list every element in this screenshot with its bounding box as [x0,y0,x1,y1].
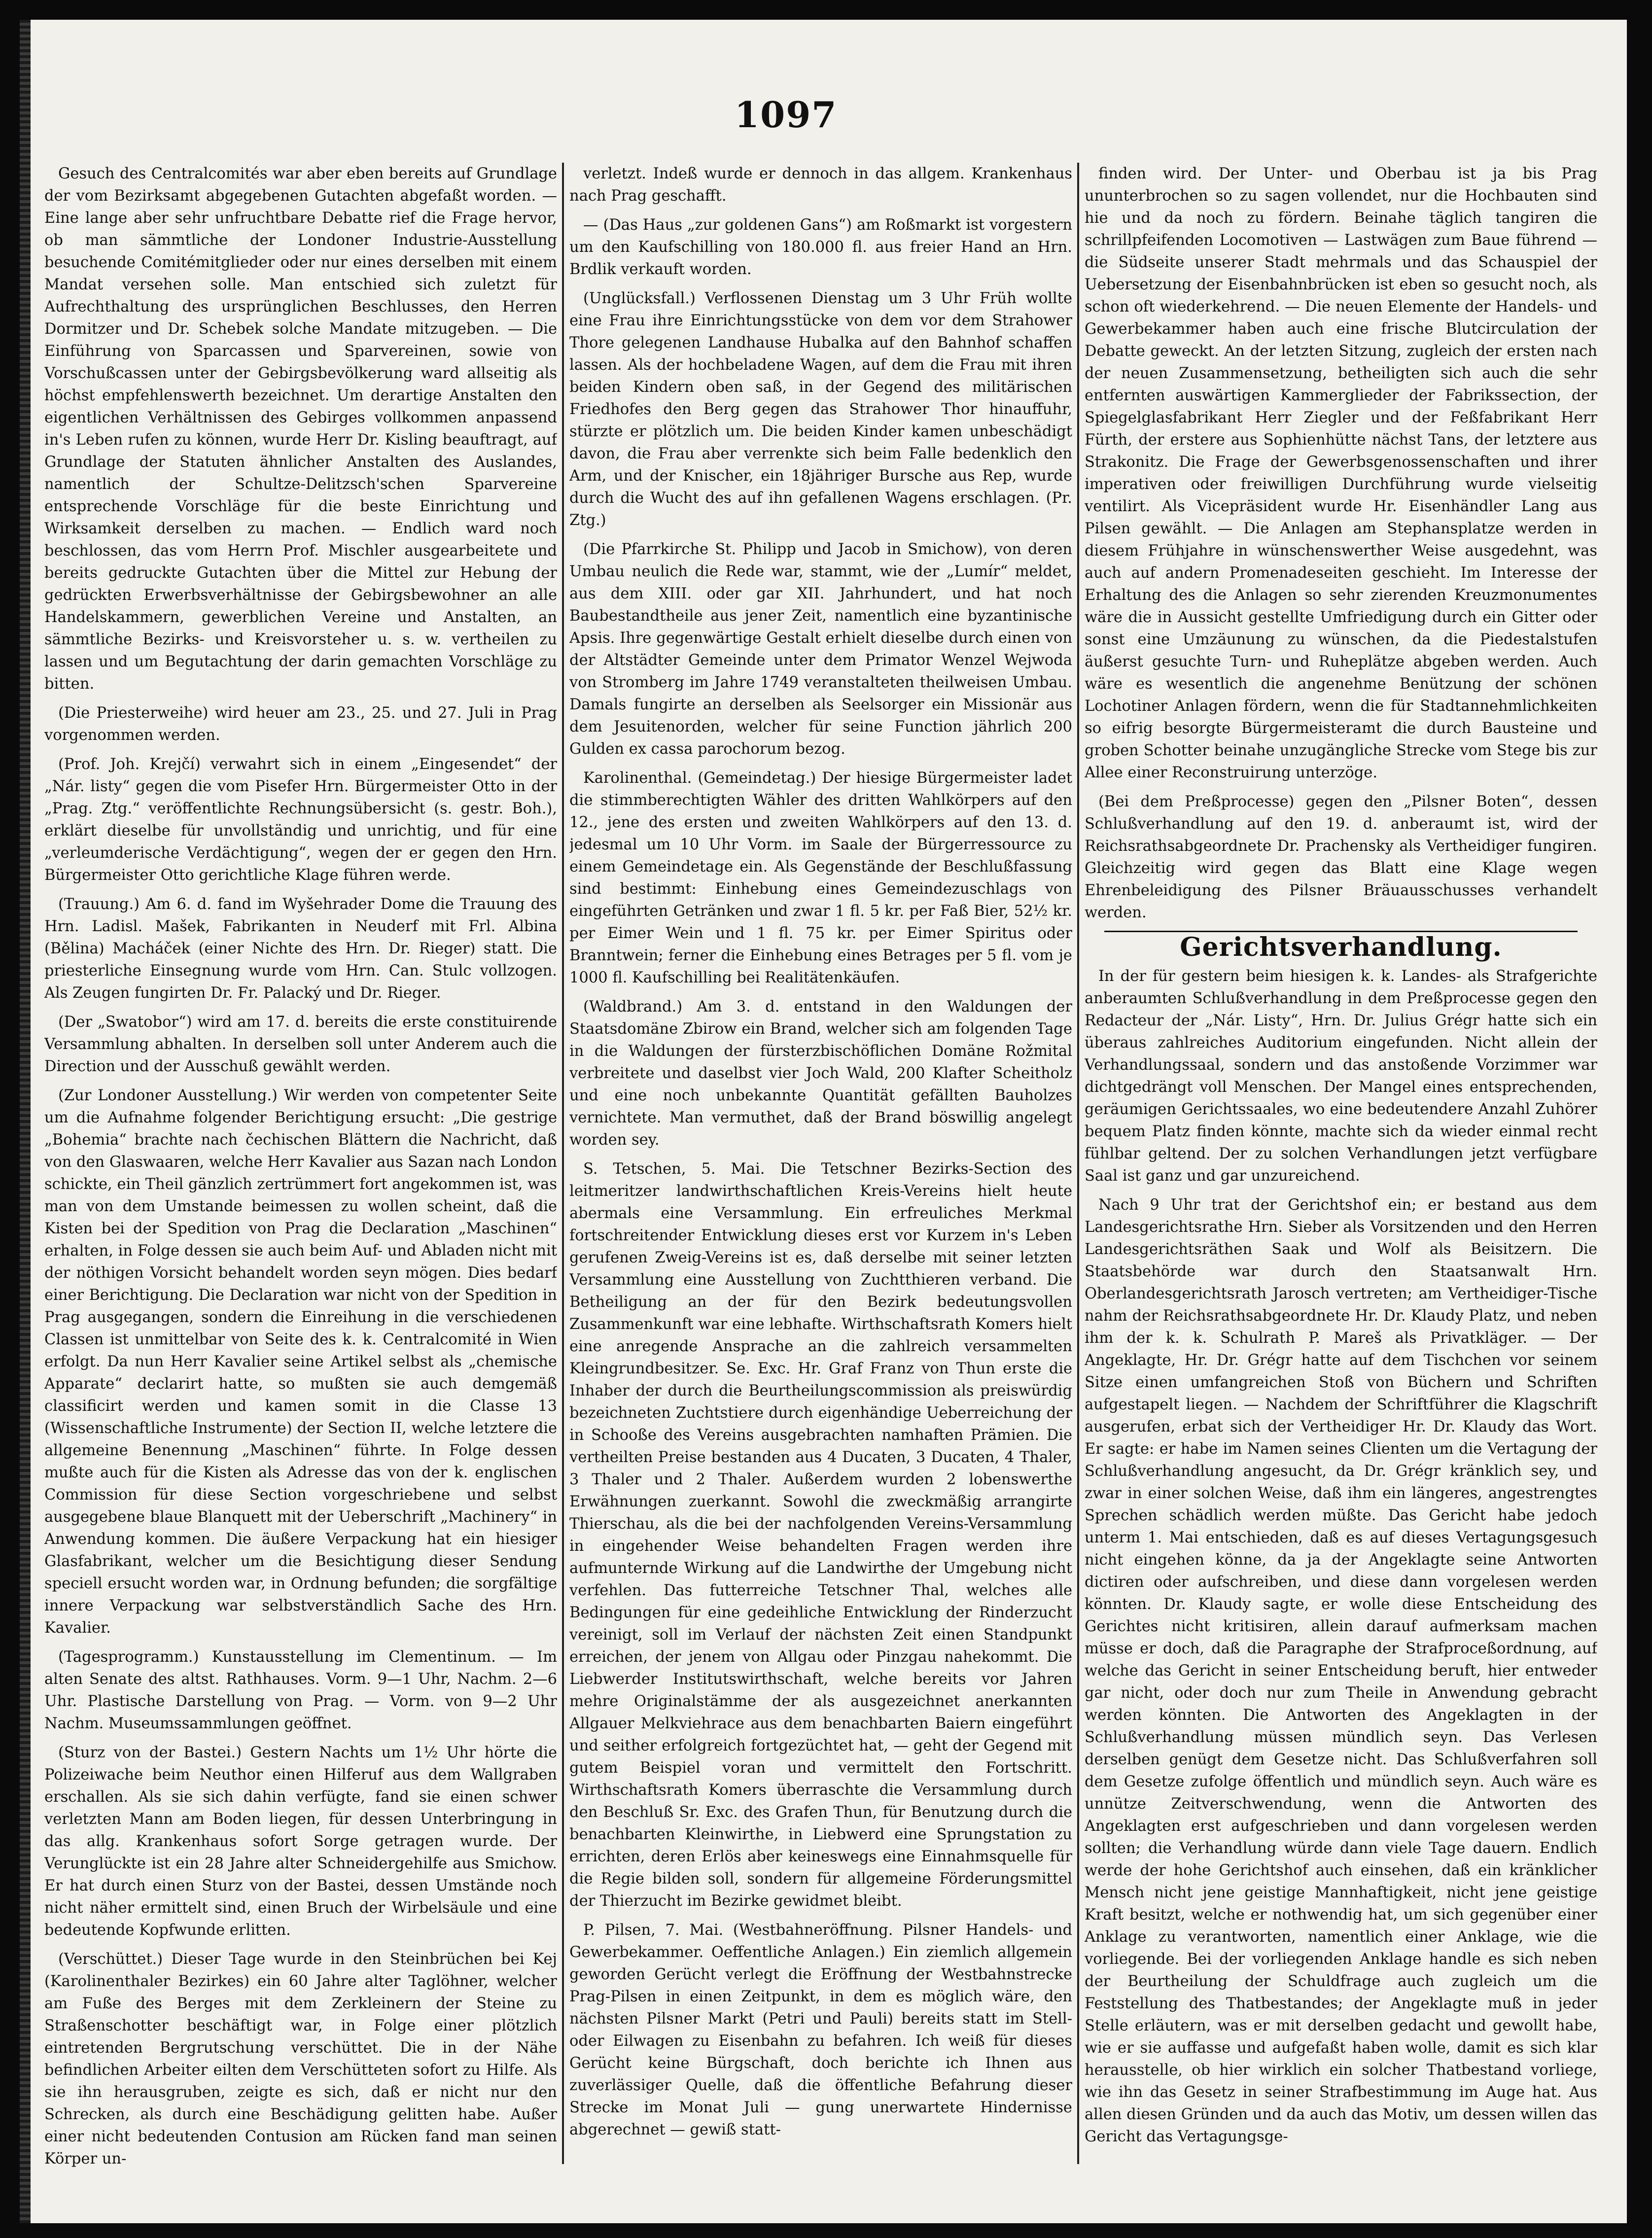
article-paragraph: (Trauung.) Am 6. d. fand im Wyšehrader Dome die Trauung des Hrn. Ladisl. Mašek, Fabrikanten in Neuderf mit Frl. Albina (Bělina) Macháček (einer Nichte des Hrn. Dr. Rieger) statt. Die priesterliche Einsegnung wurde vom Hrn. Can. Stulc vollzogen. Als Zeugen fungirten Dr. Fr. Palacký und Dr. Rieger. [44,896,557,1002]
article-paragraph: Karolinenthal. (Gemeindetag.) Der hiesige Bürgermeister ladet die stimmberechtigten Wähler des dritten Wahlkörpers auf den 12., jene des ersten und zweiten Wahlkörpers auf den 13. d. jedesmal um 10 Uhr Vorm. im Saale der Bürgerressource zu einem Gemeindetage ein. Als Gegenstände der Beschlußfassung sind bestimmt: Einhebung eines Gemeindezuschlags von eingeführten Getränken und zwar 1 fl. 5 kr. per Faß Bier, 52½ kr. per Eimer Wein und 1 fl. 75 kr. per Eimer Spiritus oder Branntwein; ferner die Einhebung eines Betrages per 5 fl. vom je 1000 fl. Kaufschilling bei Realitätenkäufen. [569,769,1072,986]
article-paragraph: P. Pilsen, 7. Mai. (Westbahneröffnung. Pilsner Handels- und Gewerbekammer. Oeffentliche Anlagen.) Ein ziemlich allgemein geworden Gerücht verlegt die Eröffnung der Westbahnstrecke Prag-Pilsen in einen Zeitpunkt, in dem es möglich wäre, den nächsten Pilsner Markt (Petri und Pauli) bereits statt im Stell- oder Eilwagen zu Eisenbahn zu befahren. Ich weiß für dieses Gerücht keine Bürgschaft, doch berichte ich Ihnen aus zuverlässiger Quelle, daß die öffentliche Befahrung dieser Strecke im Monat Juli — gung unerwartete Hindernisse abgerechnet — gewiß statt- [569,1922,1072,2138]
article-paragraph: (Bei dem Preßprocesse) gegen den „Pilsner Boten“, dessen Schlußverhandlung auf den 19. d. anberaumt ist, wird der Reichsrathsabgeordnete Dr. Prachensky als Vertheidiger fungiren. Gleichzeitig wird gegen das Blatt eine Klage wegen Ehrenbeleidigung des Pilsner Bräuausschusses verhandelt werden. [1085,793,1597,921]
column-1 [44,163,557,2208]
article-paragraph: — (Das Haus „zur goldenen Gans“) am Roßmarkt ist vorgestern um den Kaufschilling von 180.000 fl. aus freier Hand an Hrn. Brdlik verkauft worden. [569,216,1072,278]
column-divider [1077,163,1079,2164]
binding-edge [20,20,31,2223]
article-paragraph: (Unglücksfall.) Verflossenen Dienstag um 3 Uhr Früh wollte eine Frau ihre Einrichtungsstücke von dem vor dem Strahower Thore gelegenen Landhause Hubalka auf den Bahnhof schaffen lassen. Als der hochbeladene Wagen, auf dem die Frau mit ihren beiden Kindern oben saß, in der Gegend des militärischen Friedhofes den Berg gegen das Strahower Thor hinauffuhr, stürzte er plötzlich um. Die beiden Kinder kamen unbeschädigt davon, die Frau aber verrenkte sich beim Falle bedenklich den Arm, und der Knischer, ein 18jähriger Bursche aus Rep, wurde durch die Wucht des auf ihn gefallenen Wagens erschlagen. (Pr. Ztg.) [569,290,1072,529]
article-paragraph: (Die Priesterweihe) wird heuer am 23., 25. und 27. Juli in Prag vorgenommen werden. [44,704,557,744]
article-paragraph: Gesuch des Centralcomités war aber eben bereits auf Grundlage der vom Bezirksamt abgegebenen Gutachten abgefaßt worden. — Eine lange aber sehr unfruchtbare Debatte rief die Frage hervor, ob man sämmtliche der Londoner Industrie-Ausstellung besuchende Comitémitglieder oder nur eines derselben mit einem Mandat versehen solle. Man entschied sich zuletzt für Aufrechthaltung des ursprünglichen Beschlusses, den Herren Dormitzer und Dr. Schebek solche Mandate mitzugeben. — Die Einführung von Sparcassen und Sparvereinen, sowie von Vorschußcassen unter der Gebirgsbevölkerung ward allseitig als höchst empfehlenswerth bezeichnet. Um derartige Anstalten den eigentlichen Verhältnissen des Gebirges vollkommen anpassend in's Leben rufen zu können, wurde Herr Dr. Kisling beauftragt, auf Grundlage der Statuten ähnlicher Anstalten des Auslandes, namentlich der Schultze-Delitzsch'schen Sparvereine entsprechende Vorschläge für die beste Einrichtung und Wirksamkeit derselben zu machen. — Endlich ward noch beschlossen, das vom Herrn Prof. Mischler ausgearbeitete und bereits gedruckte Gutachten über die Mittel zur Hebung der gedrückten Erwerbsverhältnisse der Gebirgsbewohner an alle Handelskammern, gewerblichen Vereine und Anstalten, an sämmtliche Bezirks- und Kreisvorsteher u. s. w. vertheilen zu lassen und um Begutachtung der darin gemachten Vorschläge zu bitten. [44,165,557,693]
column-2 [569,163,1072,2208]
article-paragraph: (Der „Swatobor“) wird am 17. d. bereits die erste constituirende Versammlung abhalten. In derselben soll unter Anderem auch die Direction und der Ausschuß gewählt werden. [44,1014,557,1075]
article-paragraph: (Zur Londoner Ausstellung.) Wir werden von competenter Seite um die Aufnahme folgender Berichtigung ersucht: „Die gestrige „Bohemia“ brachte nach čechischen Blättern die Nachricht, daß von den Glaswaaren, welche Herr Kavalier aus Sazan nach London schickte, ein Theil gänzlich zertrümmert fort angekommen ist, was man von dem Umstande beimessen zu wollen scheint, daß die Kisten bei der Spedition von Prag die Declaration „Maschinen“ erhalten, in Folge dessen sie auch beim Auf- und Abladen nicht mit der nöthigen Vorsicht behandelt worden seyn mögen. Dies bedarf einer Berichtigung. Die Declaration war nicht von der Spedition in Prag ausgegangen, sondern die Einreihung in die verschiedenen Classen ist unmittelbar von Seite des k. k. Centralcomité in Wien erfolgt. Da nun Herr Kavalier seine Artikel selbst als „chemische Apparate“ declarirt hatte, so mußten sie auch demgemäß classificirt werden und kamen somit in die Classe 13 (Wissenschaftliche Instrumente) der Section II, welche letztere die allgemeine Benennung „Maschinen“ führte. In Folge dessen mußte auch für die Kisten als Adresse das von der k. englischen Commission für diese Section vorgeschriebene und selbst ausgegebene blaue Blanquett mit der Ueberschrift „Machinery“ in Anwendung kommen. Die äußere Verpackung hat ein hiesiger Glasfabrikant, welcher um die Besichtigung dieser Sendung speciell ersucht worden war, in Ordnung befunden; die sorgfältige innere Verpackung war selbstverständlich Sache des Hrn. Kavalier. [44,1087,557,1637]
column-3 [1085,163,1597,2208]
article-paragraph: finden wird. Der Unter- und Oberbau ist ja bis Prag ununterbrochen so zu sagen vollendet, nur die Hochbauten sind hie und da noch zu fördern. Beinahe täglich tangiren die schrillpfeifenden Locomotiven — Lastwägen zum Baue führend — die Südseite unserer Stadt mehrmals und das Schauspiel der Uebersetzung der Eisenbahnbrücken ist eben so gesucht noch, als schon oft wiederkehrend. — Die neuen Elemente der Handels- und Gewerbekammer haben auch eine frische Blutcirculation der Debatte geweckt. An der letzten Sitzung, zugleich der ersten nach der neuen Zusammensetzung, betheiligten sich auch die sehr entfernten auswärtigen Kammerglieder der Fabrikssection, der Spiegelglasfabrikant Herr Ziegler und der Feßfabrikant Herr Fürth, der erstere aus Sophienhütte nächst Tans, der letztere aus Strakonitz. Die Frage der Gewerbsgenossenschaften und ihrer imperativen oder freiwilligen Durchführung wurde vielseitig ventilirt. Als Vicepräsident wurde Hr. Eisenhändler Lang aus Pilsen gewählt. — Die Anlagen am Stephansplatze werden in diesem Frühjahre in wünschenswerther Weise ausgedehnt, was auch auf andern Promenadeseiten geschieht. Im Interesse der Erhaltung des die Anlagen so sehr zierenden Kreuzmonumentes wäre die in Aussicht gestellte Umfriedigung durch ein Gitter oder sonst eine Umzäunung zu wünschen, da die Piedestalstufen äußerst gesuchte Turn- und Ruheplätze abgeben werden. Auch wäre es wesentlich die angenehme Benützung der schönen Lochotiner Anlagen fördern, wenn die für Stadtannehmlichkeiten so eifrig besorgte Bürgermeisteramt die durch Bausteine und groben Schotter beinahe unzugängliche Strecke vom Stege bis zur Allee einer Reconstruirung unterzöge. [1085,165,1597,781]
article-paragraph: (Verschüttet.) Dieser Tage wurde in den Steinbrüchen bei Kej (Karolinenthaler Bezirkes) ein 60 Jahre alter Taglöhner, welcher am Fuße des Berges mit dem Zerkleinern der Steine zu Straßenschotter beschäftigt war, in Folge einer plötzlich eintretenden Bergrutschung verschüttet. Die in der Nähe befindlichen Arbeiter eilten dem Verschütteten sofort zu Hilfe. Als sie ihn herausgruben, zeigte es sich, daß er nicht nur den Schrecken, als durch eine Beschädigung gelitten habe. Außer einer nicht bedeutenden Contusion am Rücken fand man seinen Körper un- [44,1951,557,2168]
article-paragraph: (Prof. Joh. Krejčí) verwahrt sich in einem „Eingesendet“ der „Nár. listy“ gegen die vom Pisefer Hrn. Bürgermeister Otto in der „Prag. Ztg.“ veröffentlichte Rechnungsübersicht (s. gestr. Boh.), erklärt dieselbe für unvollständig und unrichtig, und für eine „verleumderische Verdächtigung“, wegen der er gegen den Hrn. Bürgermeister Otto gerichtliche Klage führen werde. [44,756,557,884]
article-paragraph: (Waldbrand.) Am 3. d. entstand in den Waldungen der Staatsdomäne Zbirow ein Brand, welcher sich am folgenden Tage in die Waldungen der fürsterzbischöflichen Domäne Rožmital verbreitete und daselbst vier Joch Wald, 200 Klafter Scheitholz und eine noch unbekannte Quantität gefällten Bauholzes vernichtete. Man vermuthet, daß der Brand böswillig angelegt worden sey. [569,998,1072,1149]
article-paragraph: (Die Pfarrkirche St. Philipp und Jacob in Smichow), von deren Umbau neulich die Rede war, stammt, wie der „Lumír“ meldet, aus dem XIII. oder gar XII. Jahrhundert, und hat noch Baubestandtheile aus jener Zeit, namentlich eine byzantinische Apsis. Ihre gegenwärtige Gestalt erhielt dieselbe durch einen von der Altstädter Gemeinde unter dem Primator Wenzel Wejwoda von Stromberg im Jahre 1749 veranstalteten theilweisen Umbau. Damals fungirte an derselben als Seelsorger ein Missionär aus dem Jesuitenorden, welcher für seine Function jährlich 200 Gulden ex cassa parochorum bezog. [569,541,1072,758]
page-number: 1097 [735,94,838,136]
section-heading: Gerichtsverhandlung. [1180,932,1502,962]
article-paragraph: verletzt. Indeß wurde er dennoch in das allgem. Krankenhaus nach Prag geschafft. [569,165,1072,205]
article-paragraph: In der für gestern beim hiesigen k. k. Landes- als Strafgerichte anberaumten Schlußverhandlung in dem Preßprocesse gegen den Redacteur der „Nár. Listy“, Hrn. Dr. Julius Grégr hatte sich ein überaus zahlreiches Auditorium eingefunden. Nicht allein der Verhandlungssaal, sondern und das anstoßende Vorzimmer war dichtgedrängt voll Menschen. Der Mangel eines entsprechenden, geräumigen Gerichtssaales, wo eine bedeutendere Anzahl Zuhörer bequem Platz finden könnte, machte sich da wieder einmal recht fühlbar geltend. Der zu solchen Verhandlungen jetzt verfügbare Saal ist ganz und gar unzureichend. [1085,968,1597,1185]
newspaper-page [20,20,1627,2223]
article-paragraph: (Sturz von der Bastei.) Gestern Nachts um 1½ Uhr hörte die Polizeiwache beim Neuthor einen Hilferuf aus dem Wallgraben erschallen. Als sie sich dahin verfügte, fand sie einen schwer verletzten Mann am Boden liegen, für dessen Unterbringung in das allg. Krankenhaus sofort Sorge getragen wurde. Der Verunglückte ist ein 28 Jahre alter Schneidergehilfe aus Smichow. Er hat durch einen Sturz von der Bastei, dessen Umstände noch nicht näher ermittelt sind, einen Bruch der Wirbelsäule und eine bedeutende Kopfwunde erlitten. [44,1744,557,1939]
article-paragraph: (Tagesprogramm.) Kunstausstellung im Clementinum. — Im alten Senate des altst. Rathhauses. Vorm. 9—1 Uhr, Nachm. 2—6 Uhr. Plastische Darstellung von Prag. — Vorm. von 9—2 Uhr Nachm. Museumssammlungen geöffnet. [44,1648,557,1732]
column-divider [562,163,564,2164]
article-paragraph: Nach 9 Uhr trat der Gerichtshof ein; er bestand aus dem Landesgerichtsrathe Hrn. Sieber als Vorsitzenden und den Herren Landesgerichtsräthen Saak und Wolf als Beisitzern. Die Staatsbehörde war durch den Staatsanwalt Hrn. Oberlandesgerichtsrath Jarosch vertreten; am Vertheidiger-Tische nahm der Reichsrathsabgeordnete Hr. Dr. Klaudy Platz, und neben ihm der k. k. Schulrath P. Mareš als Privatkläger. — Der Angeklagte, Hr. Dr. Grégr hatte auf dem Tischchen vor seinem Sitze einen umfangreichen Stoß von Büchern und Schriften aufgestapelt liegen. — Nachdem der Schriftführer die Klagschrift ausgerufen, erbat sich der Vertheidiger Hr. Dr. Klaudy das Wort. Er sagte: er habe im Namen seines Clienten um die Vertagung der Schlußverhandlung angesucht, da Dr. Grégr kränklich sey, und zwar in einer solchen Weise, daß ihm ein längeres, angestrengtes Sprechen schädlich werden müßte. Das Gericht habe jedoch unterm 1. Mai entschieden, daß es auf dieses Vertagungsgesuch nicht eingehen könne, da ja der Angeklagte seine Antworten dictiren oder aufschreiben, und diese dann vorgelesen werden könnten. Dr. Klaudy sagte, er wolle diese Entscheidung des Gerichtes nicht kritisiren, allein darauf aufmerksam machen müsse er doch, daß die Paragraphe der Strafproceßordnung, auf welche das Gericht in seiner Entscheidung beruft, hier entweder gar nicht, oder doch nur zum Theile in Anwendung gebracht werden könnten. Die Antworten des Angeklagten in der Schlußverhandlung müssen mündlich seyn. Das Verlesen derselben genügt dem Gesetze nicht. Das Schlußverfahren soll dem Gesetze zufolge öffentlich und mündlich seyn. Auch wäre es unnütze Zeitverschwendung, wenn die Antworten des Angeklagten erst aufgeschrieben und dann vorgelesen werden sollten; die Verhandlung würde dann viele Tage dauern. Endlich werde der hohe Gerichtshof auch einsehen, daß ein kränklicher Mensch nicht jene geistige Mannhaftigkeit, nicht jene geistige Kraft besitzt, welche er nothwendig hat, um sich gegenüber einer Anklage zu verantworten, namentlich einer Anklage, wie die vorliegende. Bei der vorliegenden Anklage handle es sich neben der Beurtheilung der Schuldfrage auch zugleich um die Feststellung des Thatbestandes; der Angeklagte muß in jeder Stelle erläutern, was er mit derselben gedacht und gewollt habe, wie er sie auffasse und aufgefaßt haben wolle, damit es sich klar herausstelle, ob hier wirklich ein solcher Thatbestand vorliege, wie ihn das Gesetz in seiner Strafbestimmung im Auge hat. Aus allen diesen Gründen und da auch das Motiv, um dessen willen das Gericht das Vertagungsge- [1085,1196,1597,2145]
article-paragraph: S. Tetschen, 5. Mai. Die Tetschner Bezirks-Section des leitmeritzer landwirthschaftlichen Kreis-Vereins hielt heute abermals eine Versammlung. Ein erfreuliches Merkmal fortschreitender Entwicklung dieses erst vor Kurzem in's Leben gerufenen Zweig-Vereins ist es, daß derselbe mit seiner letzten Versammlung eine Ausstellung von Zuchtthieren verband. Die Betheiligung an der für den Bezirk bedeutungsvollen Zusammenkunft war eine lebhafte. Wirthschaftsrath Komers hielt eine anregende Ansprache an die zahlreich versammelten Kleingrundbesitzer. Se. Exc. Hr. Graf Franz von Thun erste die Inhaber der durch die Beurtheilungscommission als preiswürdig bezeichneten Zuchtstiere durch eigenhändige Ueberreichung der in Schooße des Vereins ausgebrachten namhaften Prämien. Die vertheilten Preise bestanden aus 4 Ducaten, 3 Ducaten, 4 Thaler, 3 Thaler und 2 Thaler. Außerdem wurden 2 lobenswerthe Erwähnungen zuerkannt. Sowohl die zweckmäßig arrangirte Thierschau, als die bei der nachfolgenden Vereins-Versammlung in eingehender Weise behandelten Fragen werden ihre aufmunternde Wirkung auf die Landwirthe der Umgebung nicht verfehlen. Das futterreiche Tetschner Thal, welches alle Bedingungen für eine gedeihliche Entwicklung der Rinderzucht vereinigt, soll im Verlauf der nächsten Zeit einen Standpunkt erreichen, der jenem von Allgau oder Pinzgau nahekommt. Die Liebwerder Institutswirthschaft, welche bereits vor Jahren mehre Originalstämme der als ausgezeichnet anerkannten Allgauer Melkviehrace aus dem benachbarten Baiern eingeführt und seither erfolgreich fortgezüchtet hat, — geht der Gegend mit gutem Beispiel voran und vermittelt den Fortschritt. Wirthschaftsrath Komers überraschte die Versammlung durch den Beschluß Sr. Exc. des Grafen Thun, für Benutzung durch die benachbarten Kleinwirthe, in Liebwerd eine Sprungstation zu errichten, deren Erlös aber keineswegs eine Einnahmsquelle für die Regie bilden soll, sondern für allgemeine Förderungsmittel der Thierzucht im Bezirke gewidmet bleibt. [569,1160,1072,1910]
